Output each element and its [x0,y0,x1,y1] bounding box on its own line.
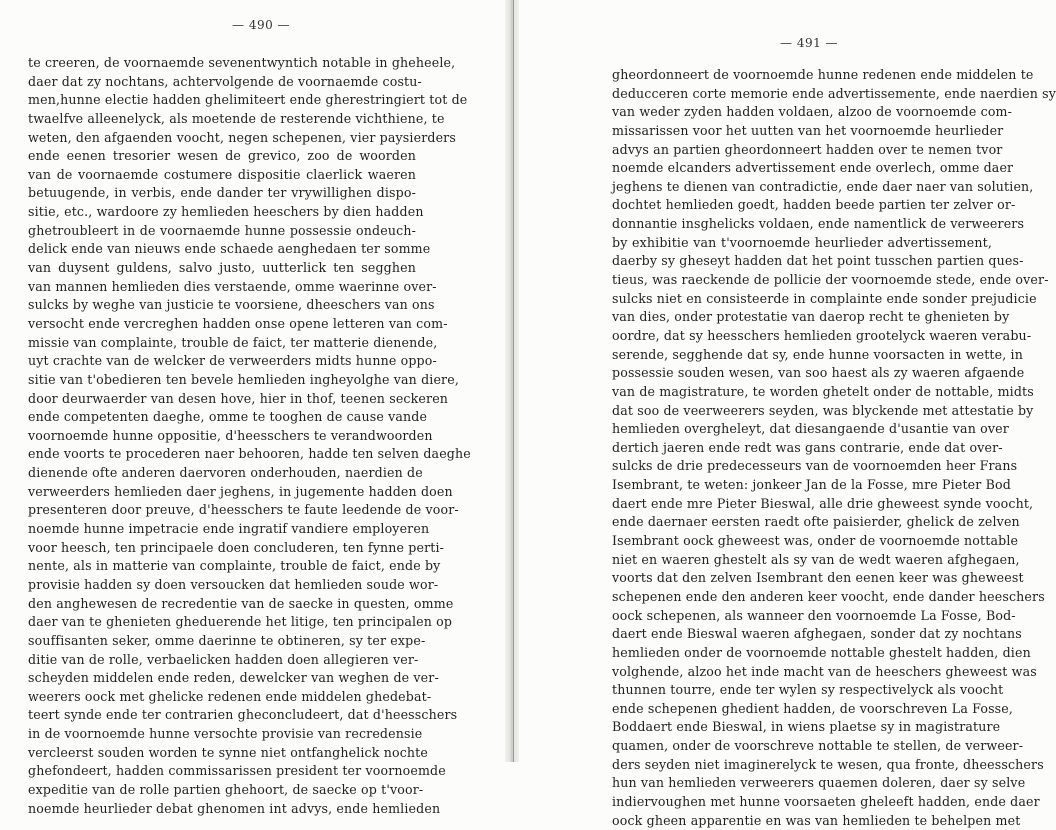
text-line: van dies, onder protestatie van daerop recht te ghenieten by [612,309,1010,325]
text-line: vercleerst souden worden te synne niet ontfanghelick nochte [28,744,428,760]
text-line: ende competenten daeghe, omme te tooghen de cause vande [28,409,428,425]
text-line: daer van te ghenieten gheduerende het litige, ten principalen op [28,614,453,630]
text-line: thunnen tourre, ende ter wylen sy respectivelyck als voocht [612,682,1004,698]
text-line: ghetroubleert in de voornaemde hunne possessie ondeuch- [28,222,416,238]
text-line: hemlieden overgheleyt, dat diesangaende d'usantie van over [612,421,1009,437]
text-line: dochtet hemlieden goedt, hadden beede partien ter zelver or- [612,197,1016,213]
text-line: ders seyden niet imaginerelyck te wesen, qua fronte, dheesschers [612,756,1044,772]
text-line: ende voorts te procederen naer behooren, hadde ten selven daeghe [28,446,471,462]
text-line: souffisanten seker, omme daerinne te obtineren, sy ter expe- [28,632,426,648]
text-line: sulcks niet en consisteerde in complainte ende sonder prejudicie [612,290,1037,306]
text-line: oordre, dat sy heesschers hemlieden grootelyck waeren verabu- [612,327,1032,343]
text-line: indiervoughen met hunne voorsaeten gheleeft hadden, ende daer [612,793,1040,809]
text-line: versocht ende vercreghen hadden onse opene letteren van com- [28,315,448,331]
text-line: sitie, etc., wardoore zy hemlieden heeschers by dien hadden [28,204,424,220]
text-line: deducceren corte memorie ende advertissemente, ende naerdien sy [612,85,1056,101]
text-line: dertich jaeren ende redt was gans contrarie, ende dat over- [612,439,1003,455]
left-page [0,0,505,816]
text-line: daerby sy gheseyt hadden dat het point tusschen partien ques- [612,253,1024,269]
text-line: van de magistrature, te worden ghetelt onder de nottable, midts [612,383,1034,399]
text-line: quamen, onder de voorschreve nottable te stellen, de verweer- [612,738,1024,754]
text-line: niet en waeren ghestelt als sy van de wedt waeren afghegaen, [612,551,1020,567]
text-line: ghefondeert, hadden commissarissen president ter voornoemde [28,763,446,779]
text-line: te creeren, de voornaemde sevenentwyntich notable in gheheele, [28,55,456,70]
text-line: ende daernaer eersten raedt ofte paisierder, ghelick de zelven [612,514,1020,530]
text-line: gheordonneert de voornoemde hunne redenen ende middelen te [612,67,1034,82]
text-line: hemlieden onder de voornoemde nottable ghestelt hadden, dien [612,644,1031,660]
text-line: expeditie van de rolle partien ghehoort, de saecke op t'voor- [28,781,424,797]
text-line: presenteren door preuve, d'heesschers te faute leedende de voor- [28,502,459,518]
text-line: scheyden middelen ende reden, dewelcker van weghen de ver- [28,670,439,686]
text-line: ende eenen tresorier wesen de grevico, zoo de woorden [28,148,416,164]
text-line: delick ende van nieuws ende schaede aenghedaen ter somme [28,241,431,257]
text-line: weten, den afgaenden voocht, negen schepenen, vier paysierders [28,129,456,145]
text-line: volghende, alzoo het inde macht van de heeschers gheweest was [612,663,1037,679]
text-line: donnantie insghelicks voldaen, ende namentlick de verweerers [612,216,1025,232]
text-line: daert ende Bieswal waeren afghegaen, sonder dat zy nochtans [612,626,1022,642]
text-line: in de voornoemde hunne versochte provisie van recredensie [28,726,423,742]
page-number: — 491 — [780,36,839,50]
text-line: dienende ofte anderen daervoren onderhouden, naerdien de [28,465,423,481]
text-line: weerers oock met ghelicke redenen ende middelen ghedebat- [28,688,432,704]
text-line: uyt crachte van de welcker de verweerders midts hunne oppo- [28,353,437,369]
text-line: sulcks de drie predecesseurs van de voornoemden heer Frans [612,458,1018,474]
left-page-text [28,54,471,818]
text-line: ende schepenen ghedient hadden, de voorschreven La Fosse, [612,700,1014,716]
text-line: daer dat zy nochtans, achtervolgende de voornaemde costu- [28,73,422,89]
text-line: possessie souden wesen, van soo haest als zy waeren afgaende [612,365,1025,381]
text-line: van de voornaemde costumere dispositie claerlick waeren [28,166,416,182]
text-line: provisie hadden sy doen versoucken dat hemlieden soude wor- [28,576,439,592]
text-line: Boddaert ende Bieswal, in wiens plaetse sy in magistrature [612,719,1001,735]
text-line: hun van hemlieden verweerers quaemen doleren, daer sy selve [612,775,1026,791]
text-line: teert synde ende ter contrarien gheconcludeert, dat d'heesschers [28,707,458,723]
text-line: noemde heurlieder debat ghenomen int advys, ende hemlieden [28,800,441,816]
text-line: door deurwaerder van desen hove, hier in thof, teenen seckeren [28,390,449,406]
text-line: noemde elcanders advertissement ende overlech, omme daer [612,160,1014,176]
text-line: tieus, was raeckende de pollicie der voornoemde stede, ende over- [612,272,1049,288]
right-page-text [612,66,1056,830]
right-page [519,0,1056,828]
text-line: schepenen ende den anderen keer voocht, ende dander heeschers [612,588,1045,604]
text-line: Isembrant oock gheweest was, onder de voornoemde nottable [612,533,1019,549]
text-line: serende, segghende dat sy, ende hunne voorsacten in wette, in [612,346,1023,362]
text-line: missarissen voor het uutten van het voornoemde heurlieder [612,122,1004,138]
text-line: betuugende, in verbis, ende dander ter vrywillighen dispo- [28,185,416,201]
text-line: voor heesch, ten principaele doen concluderen, ten fynne perti- [28,539,445,555]
text-line: voorts dat den zelven Isembrant den eenen keer was gheweest [612,570,1024,586]
text-line: dat soo de veerweerers seyden, was blyckende met attestatie by [612,402,1034,418]
page-number: — 490 — [232,18,291,32]
text-line: van weder zyden hadden voldaen, alzoo de voornoemde com- [612,104,1013,120]
text-line: men,hunne electie hadden ghelimiteert ende gherestringiert tot de [28,92,468,108]
text-line: sulcks by weghe van justicie te voorsiene, dheeschers van ons [28,297,435,313]
text-line: daert ende mre Pieter Bieswal, alle drie gheweest synde voocht, [612,495,1034,511]
text-line: nente, als in matterie van complainte, trouble de faict, ende by [28,558,441,574]
gutter-fold-line [513,0,514,762]
text-line: oock schepenen, als wanneer den voornoemde La Fosse, Bod- [612,607,1016,623]
text-line: verweerders hemlieden daer jeghens, in jugemente hadden doen [28,483,453,499]
text-line: voornoemde hunne oppositie, d'heesschers te verandwoorden [28,427,433,443]
text-line: by exhibitie van t'voornoemde heurlieder advertissement, [612,234,992,250]
text-line: oock gheen apparentie en was van hemlieden te behelpen met [612,812,1021,828]
text-line: den anghewesen de recredentie van de saecke in questen, omme [28,595,454,611]
text-line: sitie van t'obedieren ten bevele hemlieden ingheyolghe van diere, [28,371,459,387]
book-gutter [505,0,519,762]
text-line: missie van complainte, trouble de faict, ter matterie dienende, [28,334,438,350]
text-line: ditie van de rolle, verbaelicken hadden doen allegieren ver- [28,651,419,667]
text-line: jeghens te dienen van contradictie, ende daer naer van solutien, [612,178,1034,194]
text-line: twaelfve alleenelyck, als moetende de resterende vichthiene, te [28,110,445,126]
text-line: van duysent guldens, salvo justo, uutterlick ten segghen [28,260,416,276]
text-line: van mannen hemlieden dies verstaende, omme waerinne over- [28,278,437,294]
text-line: advys an partien gheordonneert hadden over te nemen tvor [612,141,1003,157]
text-line: Isembrant, te weten: jonkeer Jan de la Fosse, mre Pieter Bod [612,477,1011,493]
text-line: noemde hunne impetracie ende ingratif vandiere employeren [28,521,430,537]
